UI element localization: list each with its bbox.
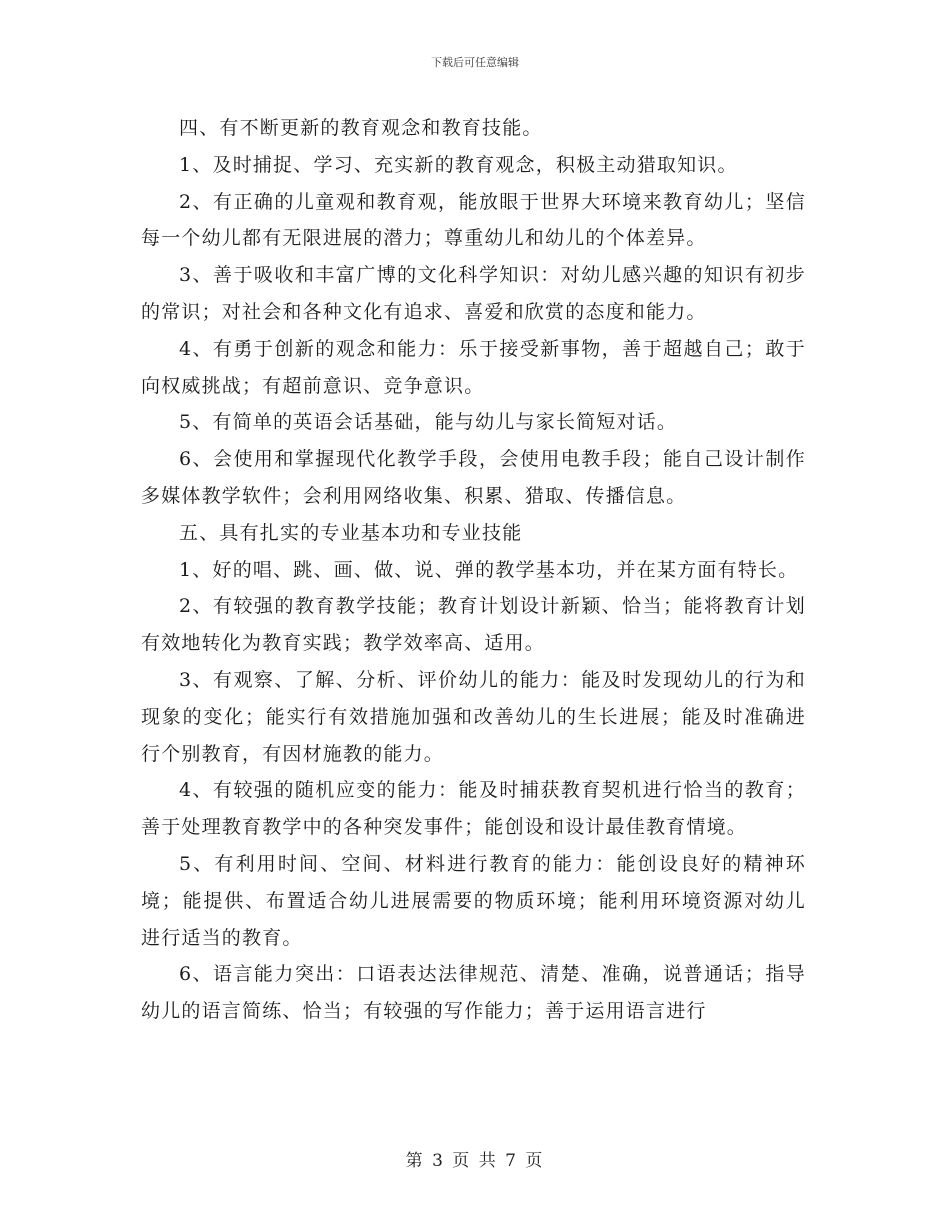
section-heading-5: 五、具有扎实的专业基本功和专业技能: [179, 521, 523, 544]
paragraph: 6、会使用和掌握现代化教学手段，会使用电教手段；能自己设计制作多媒体教学软件；会利用网络收集、积累、猎取、传播信息。: [141, 448, 806, 507]
paragraph: 4、有较强的随机应变的能力：能及时捕获教育契机进行恰当的教育；善于处理教育教学中的各种突发事件；能创设和设计最佳教育情境。: [141, 779, 806, 839]
paragraph: 2、有较强的教育教学技能；教育计划设计新颖、恰当；能将教育计划有效地转化为教育实践；教学效率高、适用。: [141, 595, 806, 655]
document-body: [141, 110, 806, 1030]
paragraph: 1、及时捕捉、学习、充实新的教育观念，积极主动猎取知识。: [179, 153, 738, 176]
paragraph: 4、有勇于创新的观念和能力：乐于接受新事物，善于超越自己；敢于向权威挑战；有超前意识、竞争意识。: [141, 337, 806, 397]
section-heading-4: 四、有不断更新的教育观念和教育技能。: [179, 117, 543, 139]
paragraph: 3、有观察、了解、分析、评价幼儿的能力：能及时发现幼儿的行为和现象的变化；能实行有效措施加强和改善幼儿的生长进展；能及时准确进行个别教育，有因材施教的能力。: [141, 668, 806, 765]
paragraph: 5、有利用时间、空间、材料进行教育的能力：能创设良好的精神环境；能提供、布置适合幼儿进展需要的物质环境；能利用环境资源对幼儿进行适当的教育。: [141, 852, 806, 949]
page-header: 下载后可任意编辑: [431, 56, 519, 69]
paragraph: 3、善于吸收和丰富广博的文化科学知识：对幼儿感兴趣的知识有初步的常识；对社会和各种文化有追求、喜爱和欣赏的态度和能力。: [141, 264, 806, 323]
paragraph: 2、有正确的儿童观和教育观，能放眼于世界大环境来教育幼儿；坚信每一个幼儿都有无限进展的潜力；尊重幼儿和幼儿的个体差异。: [141, 190, 806, 250]
paragraph: 1、好的唱、跳、画、做、说、弹的教学基本功，并在某方面有特长。: [179, 558, 799, 581]
page-number-footer: 第 3 页 共 7 页: [405, 1151, 545, 1171]
paragraph: 6、语言能力突出：口语表达法律规范、清楚、准确，说普通话；指导幼儿的语言简练、恰当；有较强的写作能力；善于运用语言进行: [141, 963, 806, 1023]
paragraph: 5、有简单的英语会话基础，能与幼儿与家长简短对话。: [179, 411, 678, 434]
